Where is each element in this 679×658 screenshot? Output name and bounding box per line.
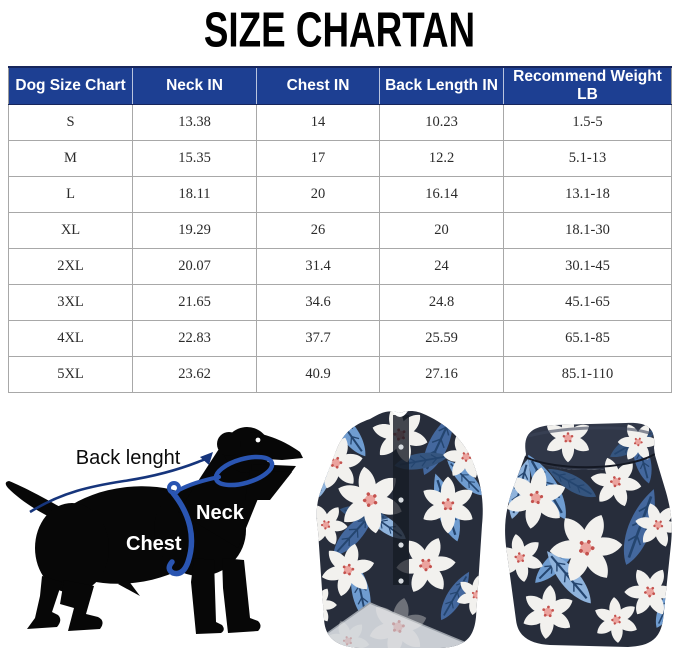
- value-cell: 27.16: [380, 357, 504, 393]
- table-row: [9, 357, 672, 393]
- size-cell: S: [9, 105, 133, 141]
- value-cell: 18.11: [133, 177, 257, 213]
- neck-label: Neck: [196, 502, 244, 524]
- chest-label: Chest: [126, 533, 182, 555]
- value-cell: 24.8: [380, 285, 504, 321]
- table-row: [9, 177, 672, 213]
- size-cell: M: [9, 141, 133, 177]
- value-cell: 24: [380, 249, 504, 285]
- value-cell: 13.38: [133, 105, 257, 141]
- value-cell: 1.5-5: [504, 105, 672, 141]
- size-cell: 4XL: [9, 321, 133, 357]
- value-cell: 16.14: [380, 177, 504, 213]
- column-header: Neck IN: [133, 67, 257, 105]
- floral-shirt-front-photo: [308, 405, 492, 651]
- dog-eye: [256, 438, 261, 443]
- value-cell: 85.1-110: [504, 357, 672, 393]
- size-chart-table: [8, 66, 672, 393]
- table-row: [9, 213, 672, 249]
- value-cell: 15.35: [133, 141, 257, 177]
- table-body: [9, 105, 672, 393]
- value-cell: 22.83: [133, 321, 257, 357]
- value-cell: 34.6: [257, 285, 380, 321]
- size-cell: 5XL: [9, 357, 133, 393]
- table-row: [9, 105, 672, 141]
- table-row: [9, 249, 672, 285]
- value-cell: 17: [257, 141, 380, 177]
- value-cell: 18.1-30: [504, 213, 672, 249]
- value-cell: 45.1-65: [504, 285, 672, 321]
- size-cell: 2XL: [9, 249, 133, 285]
- value-cell: 30.1-45: [504, 249, 672, 285]
- floral-shirt-back-photo: [498, 420, 679, 648]
- back-length-label: Back lenght: [75, 447, 181, 469]
- table-row: [9, 141, 672, 177]
- value-cell: 20: [380, 213, 504, 249]
- value-cell: 10.23: [380, 105, 504, 141]
- table-header-row: [9, 67, 672, 105]
- value-cell: 20.07: [133, 249, 257, 285]
- value-cell: 12.2: [380, 141, 504, 177]
- value-cell: 5.1-13: [504, 141, 672, 177]
- page-title: SIZE CHARTAN: [203, 2, 476, 58]
- table-row: [9, 321, 672, 357]
- column-header: Chest IN: [257, 67, 380, 105]
- value-cell: 13.1-18: [504, 177, 672, 213]
- value-cell: 37.7: [257, 321, 380, 357]
- value-cell: 21.65: [133, 285, 257, 321]
- column-header: Dog Size Chart: [9, 67, 133, 105]
- size-cell: L: [9, 177, 133, 213]
- value-cell: 40.9: [257, 357, 380, 393]
- size-cell: XL: [9, 213, 133, 249]
- value-cell: 19.29: [133, 213, 257, 249]
- table-row: [9, 285, 672, 321]
- value-cell: 31.4: [257, 249, 380, 285]
- value-cell: 20: [257, 177, 380, 213]
- value-cell: 25.59: [380, 321, 504, 357]
- size-cell: 3XL: [9, 285, 133, 321]
- value-cell: 23.62: [133, 357, 257, 393]
- value-cell: 26: [257, 213, 380, 249]
- column-header: Back Length IN: [380, 67, 504, 105]
- value-cell: 14: [257, 105, 380, 141]
- column-header: Recommend Weight LB: [504, 67, 672, 105]
- value-cell: 65.1-85: [504, 321, 672, 357]
